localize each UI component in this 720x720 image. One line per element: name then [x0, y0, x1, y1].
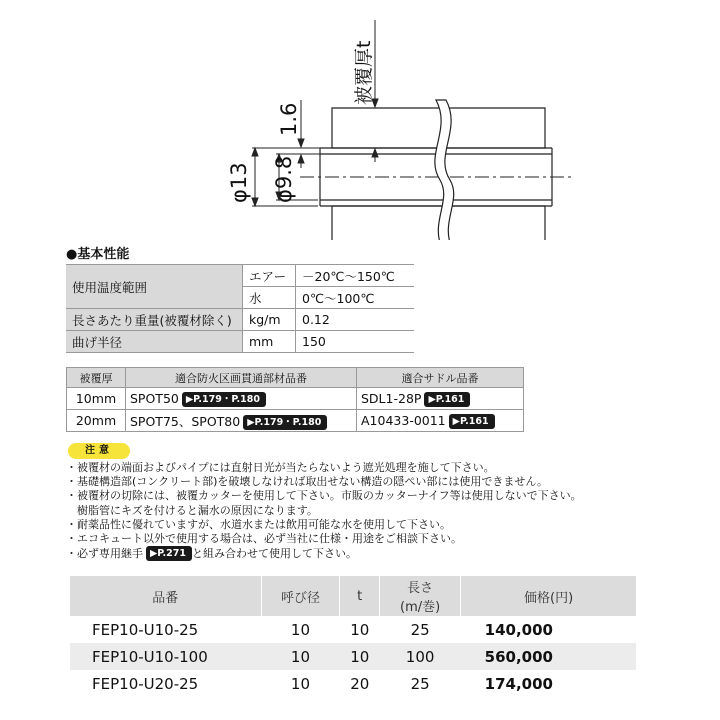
product-code: FEP10-U10-25 — [92, 620, 199, 639]
col-header: 呼び径 — [261, 576, 340, 616]
page-ref-link[interactable]: ▶P.161 — [424, 392, 470, 407]
col-header: t — [340, 576, 380, 616]
spec-sub: 水 — [243, 287, 296, 309]
price-table — [70, 576, 636, 697]
length: 25 — [410, 674, 430, 693]
col-header: 適合防火区画貫通部材品番 — [126, 368, 357, 388]
saddle-part-code: SDL1-28P — [361, 390, 422, 406]
note-text: と組み合わせて使用して下さい。 — [191, 547, 357, 561]
thickness: 10 — [340, 643, 380, 670]
col-header: 被覆厚 — [67, 368, 126, 388]
length: 100 — [380, 643, 461, 670]
pipe-cross-section-diagram — [0, 0, 720, 240]
table-header-row — [70, 576, 636, 616]
page-ref-link[interactable]: ▶P.179・P.180 — [182, 392, 266, 407]
page-ref-link[interactable]: ▶P.161 — [449, 414, 495, 429]
price: 174,000 — [484, 674, 553, 693]
table-row — [67, 410, 524, 432]
thickness-cell: 20mm — [67, 410, 126, 432]
list-item — [66, 546, 646, 561]
page-ref-link[interactable]: ▶P.179・P.180 — [243, 415, 327, 430]
col-header-line: 長さ — [407, 581, 434, 596]
inner-diameter-label: φ9.8 — [272, 155, 296, 203]
table-header-row — [67, 368, 524, 388]
product-code: FEP10-U10-100 — [70, 643, 261, 670]
fire-part-code: SPOT75、SPOT80 — [130, 413, 241, 429]
spec-sub: mm — [243, 331, 296, 353]
saddle-part-cell — [357, 410, 524, 432]
table-row — [70, 616, 636, 643]
saddle-part-code: A10433-0011 — [361, 412, 446, 428]
fire-part-cell — [126, 410, 357, 432]
spec-sub: エアー — [243, 265, 296, 287]
list-item: 樹脂管にキズを付けると漏水の原因になります。 — [66, 503, 318, 517]
nominal-size: 10 — [290, 674, 310, 693]
thickness-cell: 10mm — [67, 388, 126, 410]
col-header: 価格(円) — [461, 576, 636, 616]
note-text: ・必ず専用継手 — [66, 547, 143, 561]
spec-value: 150 — [296, 331, 415, 353]
price: 140,000 — [484, 620, 553, 639]
product-code: FEP10-U20-25 — [92, 674, 199, 693]
fire-part-code: SPOT50 — [130, 390, 179, 406]
col-header: 品番 — [70, 576, 261, 616]
thickness: 20 — [350, 674, 370, 693]
notice-badge: 注意 — [68, 443, 130, 459]
table-row — [66, 309, 414, 331]
table-row — [70, 670, 636, 697]
fire-part-cell — [126, 388, 357, 410]
saddle-part-cell — [357, 388, 524, 410]
spec-label: 使用温度範囲 — [66, 265, 243, 309]
list-item: ・基礎構造部(コンクリート部)を破壊しなければ取出せない構造の隠ぺい部には使用できません。 — [66, 475, 549, 489]
spec-value: 0℃～100℃ — [296, 287, 415, 309]
table-row — [66, 331, 414, 353]
outer-diameter-label: φ13 — [227, 162, 251, 203]
col-header — [380, 576, 461, 616]
spec-value: －20℃～150℃ — [296, 265, 415, 287]
basic-performance-table — [66, 264, 414, 353]
wall-thickness-label: 1.6 — [277, 102, 301, 136]
break-mark — [435, 100, 454, 240]
col-header: 適合サドル品番 — [357, 368, 524, 388]
length: 25 — [410, 620, 430, 639]
coating-thickness-label: 被覆厚t — [353, 40, 375, 105]
spec-value: 0.12 — [296, 309, 415, 331]
list-item: ・被覆材の端面およびパイプには直射日光が当たらないよう遮光処理を施して下さい。 — [66, 461, 495, 474]
page-ref-link[interactable]: ▶P.271 — [146, 546, 192, 561]
table-row — [66, 265, 414, 287]
table-row — [67, 388, 524, 410]
thickness: 10 — [350, 620, 370, 639]
spec-label: 長さあたり重量(被覆材除く) — [66, 309, 243, 331]
nominal-size: 10 — [290, 620, 310, 639]
spec-sub: kg/m — [243, 309, 296, 331]
notice-list — [66, 461, 646, 561]
list-item: ・耐薬品性に優れていますが、水道水または飲用可能な水を使用して下さい。 — [66, 517, 451, 531]
spec-label: 曲げ半径 — [66, 331, 243, 353]
compatible-parts-table — [66, 367, 524, 432]
basic-performance-title: ●基本性能 — [66, 247, 130, 262]
table-row — [70, 643, 636, 670]
list-item: ・エコキュート以外で使用する場合は、必ず当社に仕様・用途をご相談下さい。 — [66, 532, 462, 546]
nominal-size: 10 — [261, 643, 340, 670]
col-header-line: (m/巻) — [400, 600, 441, 615]
list-item: ・被覆材の切除には、被覆カッターを使用して下さい。市販のカッターナイフ等は使用しないで下さい。 — [66, 489, 582, 503]
price: 560,000 — [461, 643, 636, 670]
